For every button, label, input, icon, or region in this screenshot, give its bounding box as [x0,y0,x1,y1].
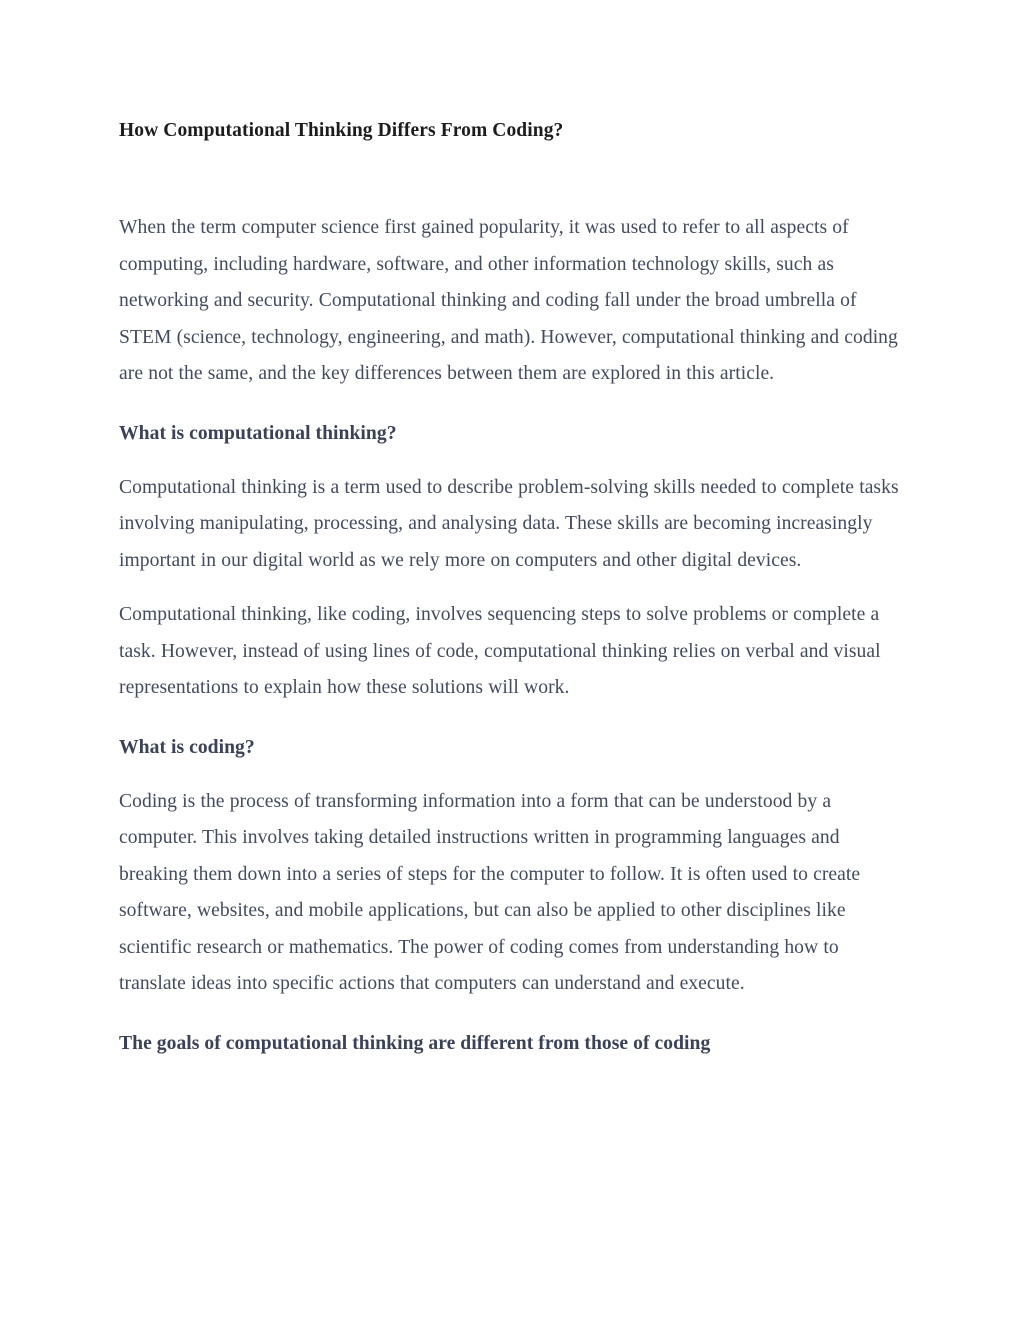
spacer-after-title [119,144,905,210]
spacer-before-heading-2 [119,707,905,734]
spacer-after-heading-2 [119,762,905,784]
spacer-after-heading-1 [119,448,905,470]
spacer-between-paragraphs-1 [119,579,905,597]
paragraph-computational-thinking-definition: Computational thinking is a term used to describe problem-solving skills needed to complete tasks involving manipulating, processing, and analysing data. These skills are becoming increasingly important in our digital world as we rely more on computers and other digital devices. [119,476,899,571]
heading-goals-differ: The goals of computational thinking are different from those of coding [119,1032,711,1054]
spacer-before-heading-1 [119,393,905,420]
spacer-before-heading-3 [119,1003,905,1030]
paragraph-intro: When the term computer science first gained popularity, it was used to refer to all aspects of computing, including hardware, software, and other information technology skills, such as networking and security. Computational thinking and coding fall under the broad umbrella of STEM (science, technology, engineering, and math). However, computational thinking and coding are not the same, and the key differences between them are explored in this article. [119,217,898,384]
document-content [119,118,905,1058]
paragraph-coding-definition: Coding is the process of transforming information into a form that can be understood by a computer. This involves taking detailed instructions written in programming languages and breaking them down into a series of steps for the computer to follow. It is often used to create software, websites, and mobile applications, but can also be applied to other disciplines like scientific research or mathematics. The power of coding comes from understanding how to translate ideas into specific actions that computers can understand and execute. [119,790,861,994]
paragraph-computational-thinking-sequencing: Computational thinking, like coding, involves sequencing steps to solve problems or complete a task. However, instead of using lines of code, computational thinking relies on verbal and visual representations to explain how these solutions will work. [119,604,881,698]
page-title: How Computational Thinking Differs From Coding? [119,120,564,141]
heading-what-is-coding: What is coding? [119,736,255,758]
heading-what-is-computational-thinking: What is computational thinking? [119,422,397,444]
